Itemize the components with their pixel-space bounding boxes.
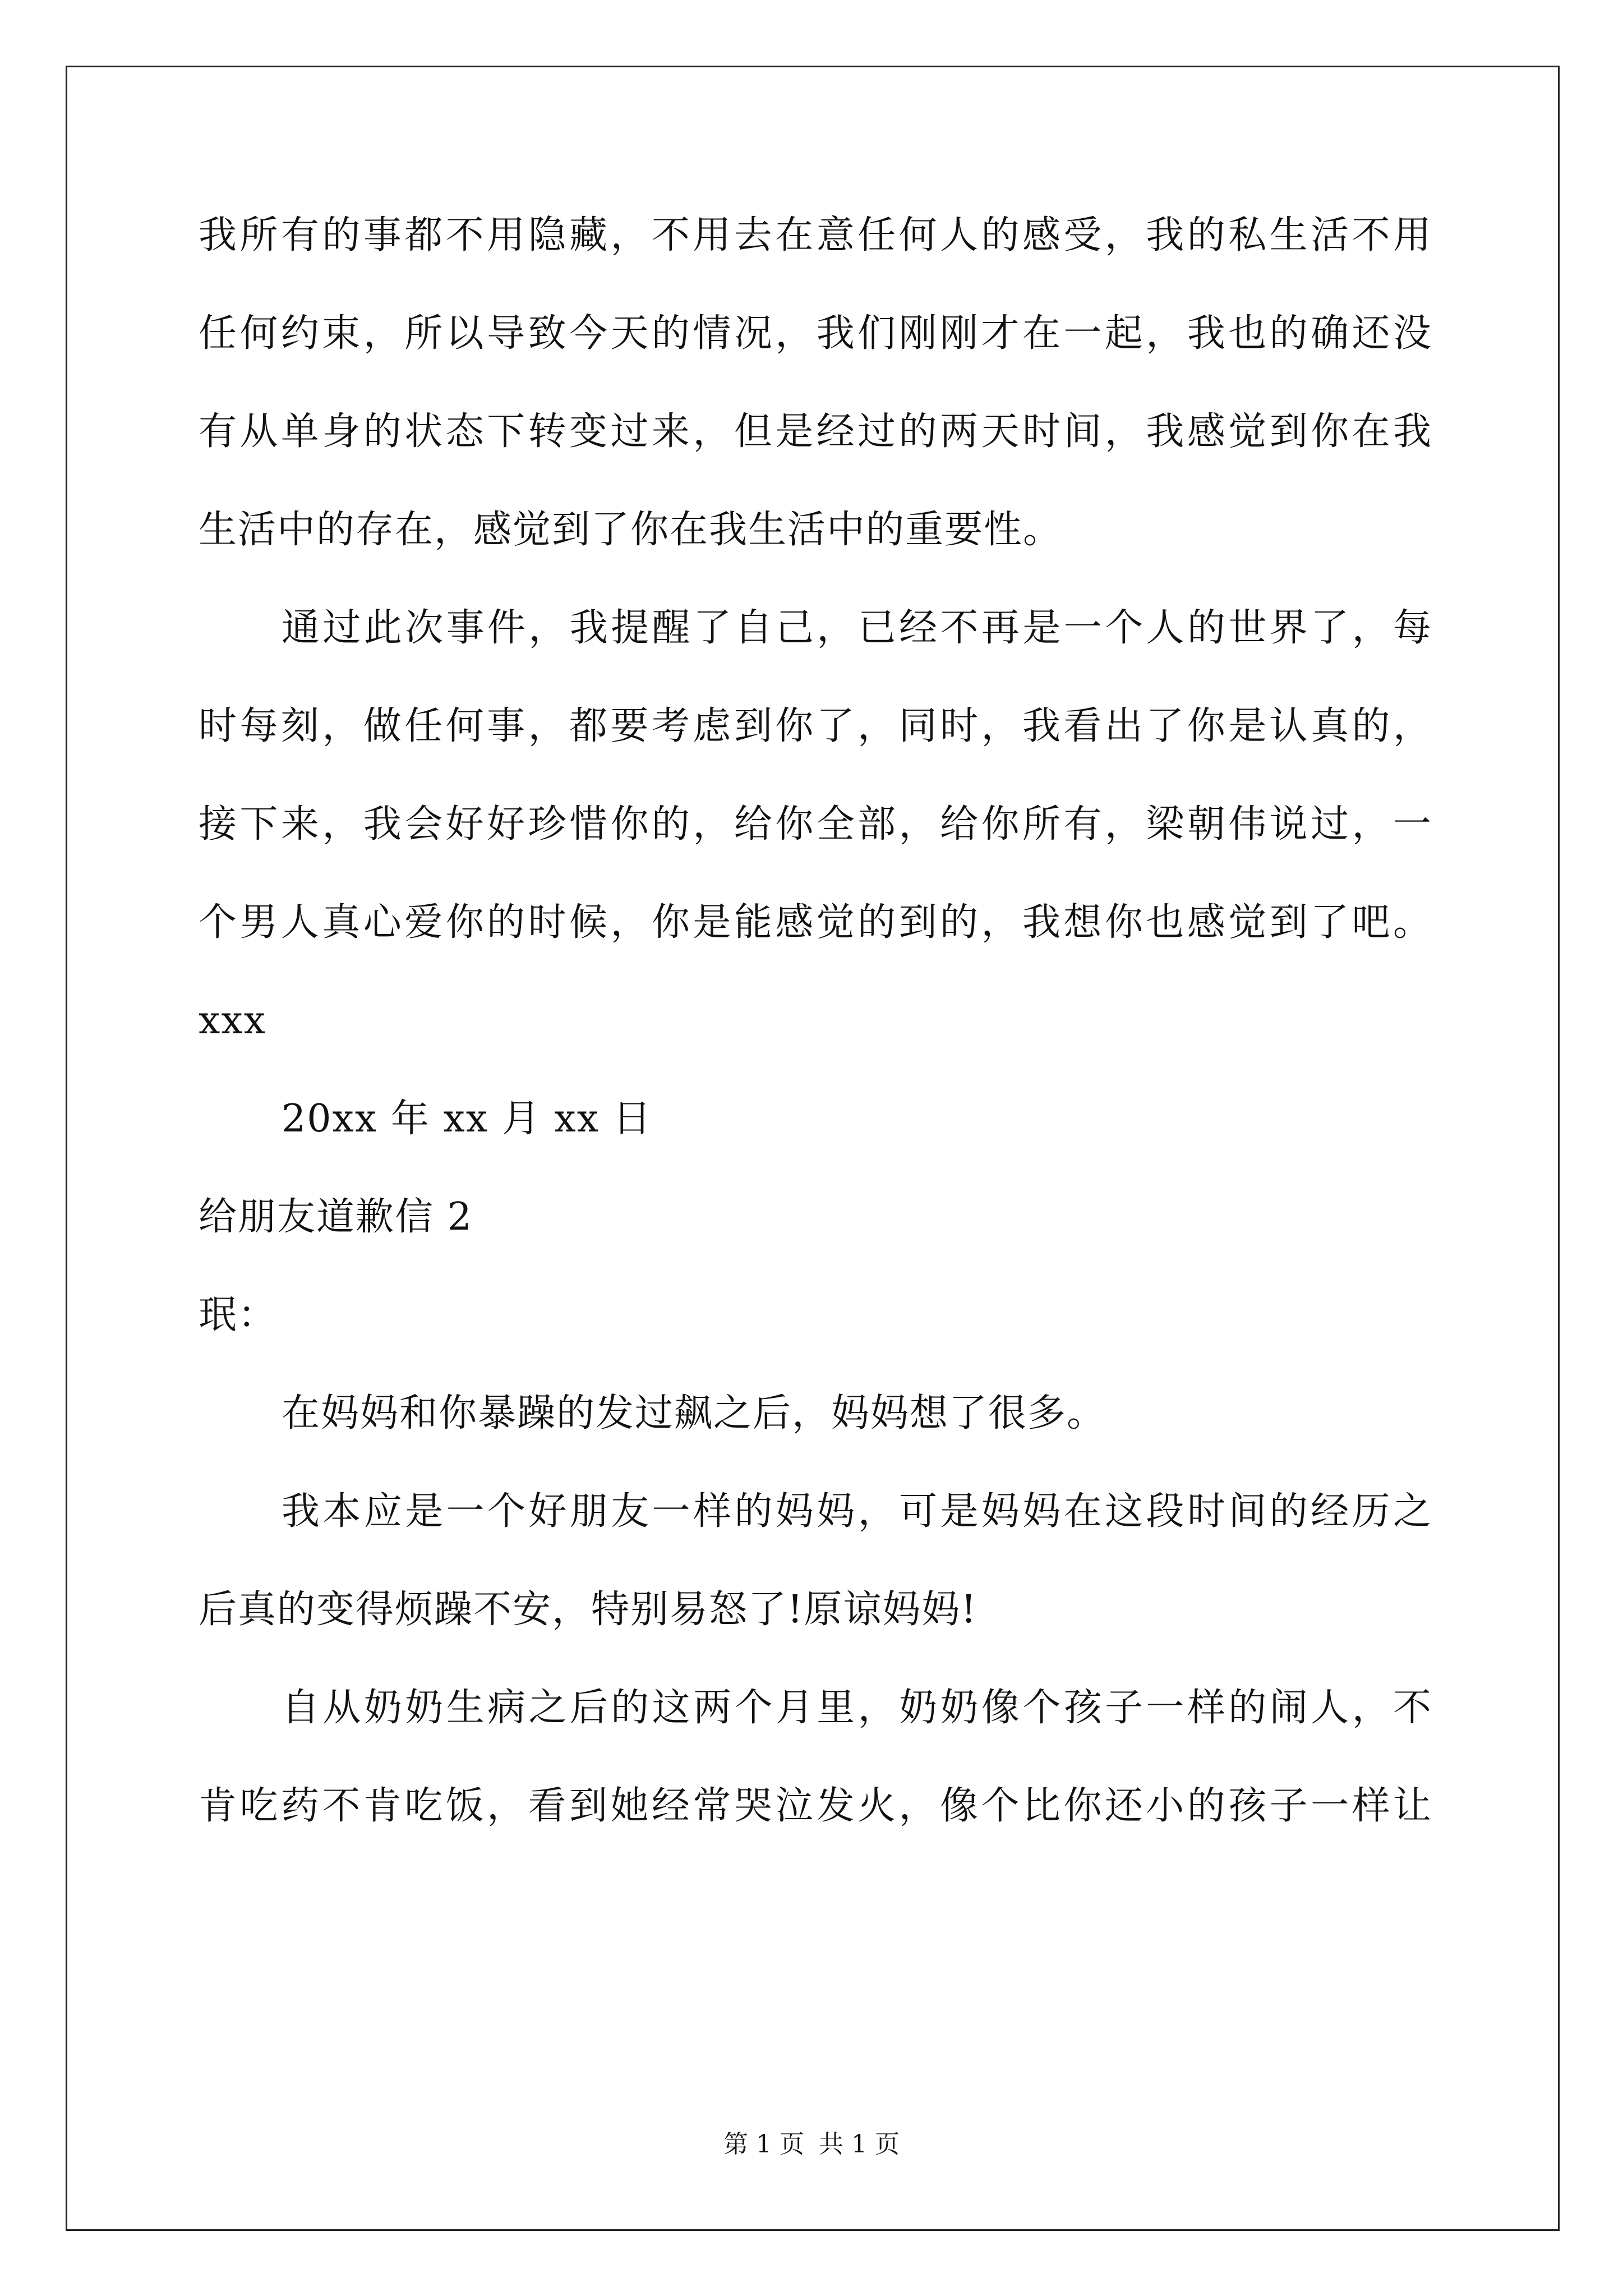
paragraph-line: 在妈妈和你暴躁的发过飙之后，妈妈想了很多。: [282, 1391, 1106, 1435]
paragraph-line: 通过此次事件，我提醒了自己，已经不再是一个人的世界了，每: [282, 606, 1432, 650]
page-total: 共 1 页: [819, 2130, 900, 2159]
paragraph-line: 我本应是一个好朋友一样的妈妈，可是妈妈在这段时间的经历之: [282, 1489, 1432, 1534]
paragraph-line: 自从奶奶生病之后的这两个月里，奶奶像个孩子一样的闹人，不: [282, 1686, 1432, 1730]
paragraph-line: 时每刻，做任何事，都要考虑到你了，同时，我看出了你是认真的，: [199, 704, 1432, 748]
paragraph-line: 生活中的存在，感觉到了你在我生活中的重要性。: [199, 508, 1063, 552]
page-border: [66, 66, 1560, 2231]
page-footer: [0, 2129, 1623, 2160]
signature-date: 20xx 年 xx 月 xx 日: [282, 1097, 652, 1141]
letter-salutation: 珉：: [199, 1293, 278, 1337]
paragraph-line: 肯吃药不肯吃饭，看到她经常哭泣发火，像个比你还小的孩子一样让: [199, 1784, 1432, 1828]
paragraph-line: 后真的变得烦躁不安，特别易怒了!原谅妈妈!: [199, 1588, 978, 1632]
paragraph-line: 接下来，我会好好珍惜你的，给你全部，给你所有，梁朝伟说过，一: [199, 802, 1432, 846]
paragraph-line: 任何约束，所以导致今天的情况，我们刚刚才在一起，我也的确还没: [199, 311, 1432, 356]
paragraph-line: 有从单身的状态下转变过来，但是经过的两天时间，我感觉到你在我: [199, 409, 1432, 454]
page-number: 第 1 页: [723, 2130, 804, 2159]
paragraph-line: 我所有的事都不用隐藏，不用去在意任何人的感受，我的私生活不用: [199, 213, 1432, 257]
letter-title: 给朋友道歉信 2: [199, 1195, 473, 1239]
paragraph-line: 个男人真心爱你的时候，你是能感觉的到的，我想你也感觉到了吧。: [199, 900, 1432, 945]
signature-name: xxx: [199, 999, 267, 1043]
